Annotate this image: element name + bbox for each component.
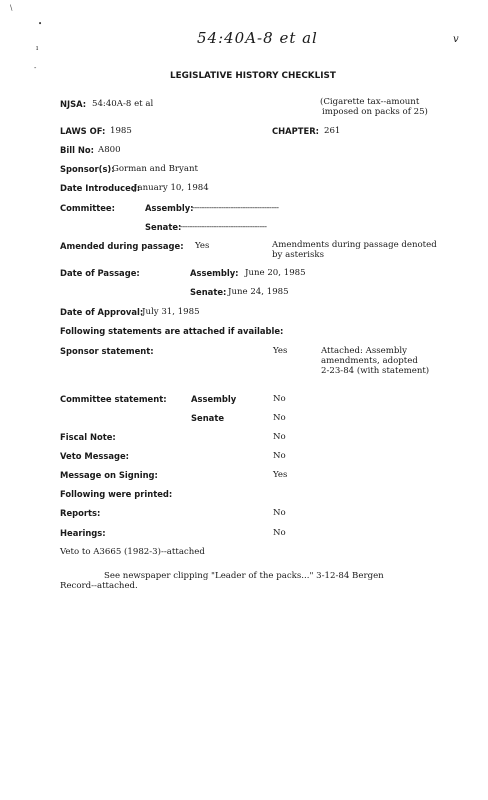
veto-message-label: Veto Message: bbox=[60, 451, 130, 461]
reports-value: No bbox=[273, 508, 286, 518]
sponsors-label: Sponsor(s): bbox=[60, 164, 115, 174]
committee-assembly-value: ------------------------------------ bbox=[192, 203, 279, 213]
committee-statement-assembly-label: Assembly bbox=[191, 394, 237, 404]
sponsors-value: Gorman and Bryant bbox=[112, 164, 198, 174]
date-introduced-label: Date Introduced: bbox=[60, 183, 141, 193]
date-of-approval-label: Date of Approval: bbox=[60, 307, 144, 317]
amended-value: Yes bbox=[195, 241, 210, 251]
committee-assembly-label: Assembly: bbox=[145, 203, 194, 213]
handwritten-check: v bbox=[453, 34, 460, 45]
committee-statement-assembly-value: No bbox=[273, 394, 286, 404]
scan-mark: - bbox=[34, 64, 37, 72]
committee-statement-senate-value: No bbox=[273, 413, 286, 423]
sponsor-statement-note-line3: 2-23-84 (with statement) bbox=[321, 366, 430, 376]
scan-mark: ı bbox=[36, 44, 39, 52]
date-of-passage-label: Date of Passage: bbox=[60, 268, 140, 278]
sponsor-statement-note-line2: amendments, adopted bbox=[321, 356, 418, 366]
hearings-value: No bbox=[273, 528, 286, 538]
committee-label: Committee: bbox=[60, 203, 115, 213]
printed-heading: Following were printed: bbox=[60, 489, 173, 499]
clipping-line1: See newspaper clipping "Leader of the packs..." 3-12-84 Bergen bbox=[104, 571, 384, 581]
amended-note-line1: Amendments during passage denoted bbox=[272, 240, 437, 250]
fiscal-note-label: Fiscal Note: bbox=[60, 432, 116, 442]
veto-message-value: No bbox=[273, 451, 286, 461]
committee-senate-value: ------------------------------------ bbox=[180, 222, 267, 232]
committee-senate-label: Senate: bbox=[145, 222, 182, 232]
sponsor-statement-value: Yes bbox=[273, 346, 288, 356]
page-title: LEGISLATIVE HISTORY CHECKLIST bbox=[170, 71, 336, 81]
message-on-signing-value: Yes bbox=[273, 470, 288, 480]
njsa-note-line2: imposed on packs of 25) bbox=[322, 107, 428, 117]
amended-label: Amended during passage: bbox=[60, 241, 184, 251]
bill-no-value: A800 bbox=[98, 145, 121, 155]
veto-note: Veto to A3665 (1982-3)--attached bbox=[60, 547, 205, 557]
reports-label: Reports: bbox=[60, 508, 101, 518]
date-of-approval-value: July 31, 1985 bbox=[142, 307, 200, 317]
passage-assembly-value: June 20, 1985 bbox=[245, 268, 306, 278]
scan-mark: • bbox=[38, 20, 43, 28]
handwritten-header: 54:40A-8 et al bbox=[197, 29, 318, 47]
date-introduced-value: January 10, 1984 bbox=[134, 183, 209, 193]
chapter-value: 261 bbox=[324, 126, 341, 136]
scan-mark: \ bbox=[10, 4, 13, 12]
hearings-label: Hearings: bbox=[60, 528, 106, 538]
committee-statement-label: Committee statement: bbox=[60, 394, 167, 404]
clipping-line2: Record--attached. bbox=[60, 581, 138, 591]
passage-senate-value: June 24, 1985 bbox=[228, 287, 289, 297]
bill-no-label: Bill No: bbox=[60, 145, 95, 155]
njsa-value: 54:40A-8 et al bbox=[92, 99, 154, 109]
sponsor-statement-label: Sponsor statement: bbox=[60, 346, 154, 356]
message-on-signing-label: Message on Signing: bbox=[60, 470, 158, 480]
fiscal-note-value: No bbox=[273, 432, 286, 442]
committee-statement-senate-label: Senate bbox=[191, 413, 225, 423]
njsa-note-line1: (Cigarette tax--amount bbox=[320, 97, 420, 107]
njsa-label: NJSA: bbox=[60, 99, 87, 109]
passage-assembly-label: Assembly: bbox=[190, 268, 239, 278]
laws-of-label: LAWS OF: bbox=[60, 126, 106, 136]
amended-note-line2: by asterisks bbox=[272, 250, 325, 260]
attached-heading: Following statements are attached if available: bbox=[60, 326, 284, 336]
passage-senate-label: Senate: bbox=[190, 287, 227, 297]
chapter-label: CHAPTER: bbox=[272, 126, 320, 136]
sponsor-statement-note-line1: Attached: Assembly bbox=[321, 346, 408, 356]
laws-of-value: 1985 bbox=[110, 126, 132, 136]
